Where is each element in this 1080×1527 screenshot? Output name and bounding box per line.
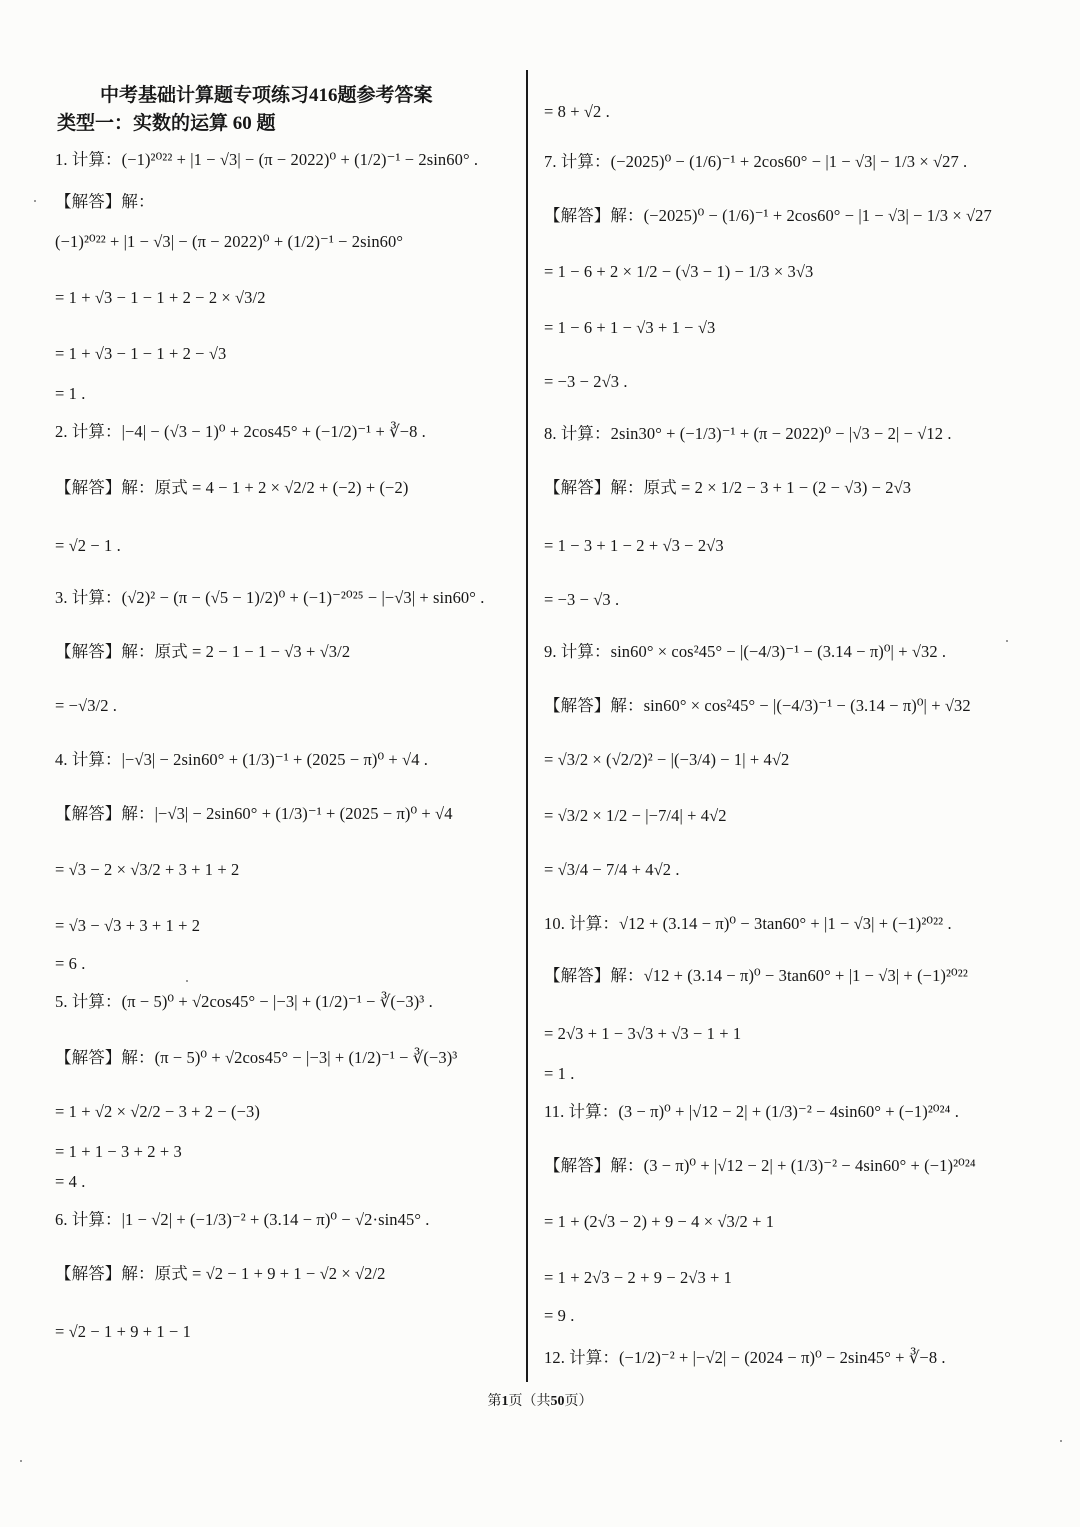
problem-12-statement: 12. 计算：(−1/2)⁻² + |−√2| − (2024 − π)⁰ − 2sin45° + ∛−8 . bbox=[544, 1348, 946, 1367]
problem-9-statement: 9. 计算：sin60° × cos²45° − |(−4/3)⁻¹ − (3.14 − π)⁰| + √32 . bbox=[544, 642, 947, 661]
scan-speck bbox=[20, 1460, 22, 1462]
problem-5-statement: 5. 计算：(π − 5)⁰ + √2cos45° − |−3| + (1/2)⁻¹ − ∛(−3)³ . bbox=[55, 992, 433, 1011]
problem-10-statement: 10. 计算：√12 + (3.14 − π)⁰ − 3tan60° + |1 − √3| + (−1)²⁰²² . bbox=[544, 914, 952, 933]
problem-3-statement: 3. 计算：(√2)² − (π − (√5 − 1)/2)⁰ + (−1)⁻²⁰²⁵ − |−√3| + sin60° . bbox=[55, 588, 485, 607]
problem-9-result: = √3/4 − 7/4 + 4√2 . bbox=[544, 860, 680, 879]
column-divider bbox=[526, 70, 528, 1382]
problem-6-statement: 6. 计算：|1 − √2| + (−1/3)⁻² + (3.14 − π)⁰ − √2·sin45° . bbox=[55, 1210, 430, 1229]
problem-10-step: = 2√3 + 1 − 3√3 + √3 − 1 + 1 bbox=[544, 1024, 742, 1043]
problem-11-answer: 【解答】解：(3 − π)⁰ + |√12 − 2| + (1/3)⁻² − 4sin60° + (−1)²⁰²⁴ bbox=[544, 1156, 976, 1175]
problem-8-result: = −3 − √3 . bbox=[544, 590, 620, 609]
page-number: 1 bbox=[501, 1394, 509, 1409]
problem-7-answer: 【解答】解：(−2025)⁰ − (1/6)⁻¹ + 2cos60° − |1 − √3| − 1/3 × √27 bbox=[544, 206, 992, 225]
problem-5-answer: 【解答】解：(π − 5)⁰ + √2cos45° − |−3| + (1/2)⁻¹ − ∛(−3)³ bbox=[55, 1048, 458, 1067]
problem-11-statement: 11. 计算：(3 − π)⁰ + |√12 − 2| + (1/3)⁻² − 4sin60° + (−1)²⁰²⁴ . bbox=[544, 1102, 959, 1121]
problem-11-step: = 1 + 2√3 − 2 + 9 − 2√3 + 1 bbox=[544, 1268, 733, 1287]
problem-9-step: = √3/2 × 1/2 − |−7/4| + 4√2 bbox=[544, 806, 727, 825]
problem-10-result: = 1 . bbox=[544, 1064, 575, 1083]
problem-5-step: = 1 + 1 − 3 + 2 + 3 bbox=[55, 1142, 182, 1161]
problem-1-result: = 1 . bbox=[55, 384, 86, 403]
problem-8-answer: 【解答】解：原式 = 2 × 1/2 − 3 + 1 − (2 − √3) − 2√3 bbox=[544, 478, 912, 497]
problem-2-result: = √2 − 1 . bbox=[55, 536, 121, 555]
problem-7-result: = −3 − 2√3 . bbox=[544, 372, 628, 391]
problem-4-statement: 4. 计算：|−√3| − 2sin60° + (1/3)⁻¹ + (2025 − π)⁰ + √4 . bbox=[55, 750, 429, 769]
problem-7-statement: 7. 计算：(−2025)⁰ − (1/6)⁻¹ + 2cos60° − |1 − √3| − 1/3 × √27 . bbox=[544, 152, 968, 171]
scan-speck bbox=[1060, 1440, 1062, 1442]
problem-6-answer: 【解答】解：原式 = √2 − 1 + 9 + 1 − √2 × √2/2 bbox=[55, 1264, 386, 1283]
total-pages: 50 bbox=[550, 1394, 565, 1409]
problem-2-answer: 【解答】解：原式 = 4 − 1 + 2 × √2/2 + (−2) + (−2) bbox=[55, 478, 409, 497]
problem-10-answer: 【解答】解：√12 + (3.14 − π)⁰ − 3tan60° + |1 − √3| + (−1)²⁰²² bbox=[544, 966, 968, 985]
problem-1-answer-label: 【解答】解： bbox=[55, 192, 155, 211]
problem-8-statement: 8. 计算：2sin30° + (−1/3)⁻¹ + (π − 2022)⁰ − |√3 − 2| − √12 . bbox=[544, 424, 952, 443]
problem-1-step: = 1 + √3 − 1 − 1 + 2 − 2 × √3/2 bbox=[55, 288, 266, 307]
footer-mid: 页（共 bbox=[508, 1394, 551, 1409]
problem-1-step: (−1)²⁰²² + |1 − √3| − (π − 2022)⁰ + (1/2)⁻¹ − 2sin60° bbox=[55, 232, 404, 251]
section-heading: 类型一：实数的运算 60 题 bbox=[57, 113, 276, 134]
scan-speck bbox=[34, 200, 36, 202]
problem-1-step: = 1 + √3 − 1 − 1 + 2 − √3 bbox=[55, 344, 227, 363]
problem-8-step: = 1 − 3 + 1 − 2 + √3 − 2√3 bbox=[544, 536, 724, 555]
problem-4-result: = 6 . bbox=[55, 954, 86, 973]
problem-4-answer: 【解答】解：|−√3| − 2sin60° + (1/3)⁻¹ + (2025 − π)⁰ + √4 bbox=[55, 804, 453, 823]
problem-6-step: = √2 − 1 + 9 + 1 − 1 bbox=[55, 1322, 191, 1341]
scan-speck bbox=[186, 980, 188, 982]
problem-7-step: = 1 − 6 + 1 − √3 + 1 − √3 bbox=[544, 318, 716, 337]
problem-11-result: = 9 . bbox=[544, 1306, 575, 1325]
scan-speck bbox=[1006, 640, 1008, 642]
problem-4-step: = √3 − 2 × √3/2 + 3 + 1 + 2 bbox=[55, 860, 240, 879]
problem-5-step: = 1 + √2 × √2/2 − 3 + 2 − (−3) bbox=[55, 1102, 260, 1121]
problem-9-answer: 【解答】解：sin60° × cos²45° − |(−4/3)⁻¹ − (3.14 − π)⁰| + √32 bbox=[544, 696, 971, 715]
problem-5-result: = 4 . bbox=[55, 1172, 86, 1191]
problem-3-answer: 【解答】解：原式 = 2 − 1 − 1 − √3 + √3/2 bbox=[55, 642, 351, 661]
problem-4-step: = √3 − √3 + 3 + 1 + 2 bbox=[55, 916, 201, 935]
problem-7-step: = 1 − 6 + 2 × 1/2 − (√3 − 1) − 1/3 × 3√3 bbox=[544, 262, 814, 281]
footer-suffix: 页） bbox=[564, 1394, 593, 1409]
footer-prefix: 第 bbox=[487, 1394, 502, 1409]
problem-11-step: = 1 + (2√3 − 2) + 9 − 4 × √3/2 + 1 bbox=[544, 1212, 775, 1231]
problem-1-statement: 1. 计算：(−1)²⁰²² + |1 − √3| − (π − 2022)⁰ + (1/2)⁻¹ − 2sin60° . bbox=[55, 150, 479, 169]
page-title: 中考基础计算题专项练习416题参考答案 bbox=[100, 85, 433, 106]
page-footer bbox=[0, 1390, 1080, 1410]
problem-2-statement: 2. 计算：|−4| − (√3 − 1)⁰ + 2cos45° + (−1/2)⁻¹ + ∛−8 . bbox=[55, 422, 426, 441]
problem-3-result: = −√3/2 . bbox=[55, 696, 118, 715]
problem-9-step: = √3/2 × (√2/2)² − |(−3/4) − 1| + 4√2 bbox=[544, 750, 790, 769]
problem-6-result: = 8 + √2 . bbox=[544, 102, 610, 121]
